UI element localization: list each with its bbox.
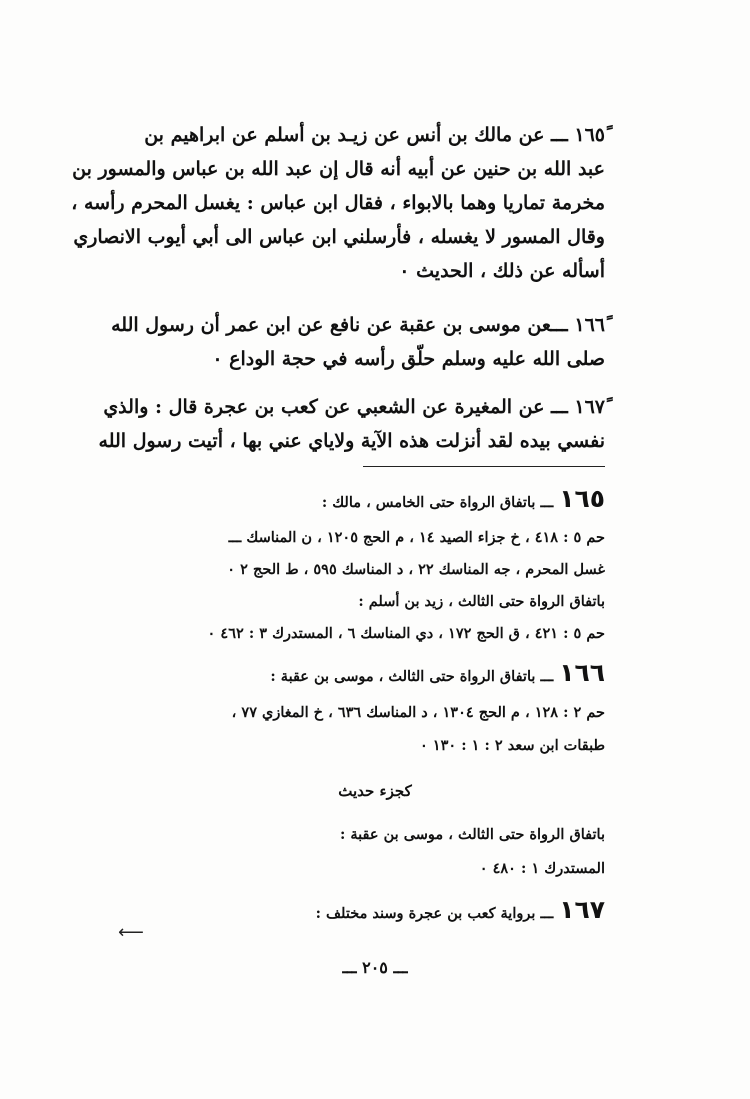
hadith-165-line: أسأله عن ذلك ، الحديث ٠ [399,260,605,282]
note-165-line: حم ٥ : ٤٢١ ، ق الحج ١٧٢ ، دي المناسك ٦ ، المستدرك ٣ : ٤٦٢ ٠ [207,625,605,642]
note-165-header [322,484,605,513]
note-166-line: طبقات ابن سعد ٢ : ١ : ١٣٠ ٠ [419,737,605,754]
hadith-165-line: ١٦٥ً ـــ عن مالك بن أنس عن زيـد بن أسلم عن ابراهيم بن [144,124,605,146]
note-165-line: باتفاق الرواة حتى الثالث ، زيد بن أسلم : [358,593,605,610]
hadith-167-line: نفسي بيده لقد أنزلت هذه الآية ولاياي عني بها ، أتيت رسول الله [98,430,605,452]
footnotes [71,0,605,1099]
hadith-165-line: وقال المسور لا يغسله ، فأرسلني ابن عباس الى أبي أيوب الانصاري [73,226,605,248]
note-166-line: حم ٢ : ١٢٨ ، م الحج ١٣٠٤ ، د المناسك ٦٣٦ ، خ المغازي ٧٧ ، [231,704,605,721]
hadith-167-line: ١٦٧ً ـــ عن المغيرة عن الشعبي عن كعب بن عجرة قال : والذي [103,396,605,418]
note-166-number: ١٦٦ [559,658,605,687]
note-165-number: ١٦٥ [559,484,605,513]
note-166-header [270,658,605,687]
continue-arrow-icon: ⟵ [118,922,144,943]
hadith-166-line: صلى الله عليه وسلم حلّق رأسه في حجة الوداع ٠ [212,348,605,370]
juz-line: المستدرك ١ : ٤٨٠ ٠ [479,860,605,877]
note-167-number: ١٦٧ [559,895,605,924]
hadith-166-line: ١٦٦ً ـــعن موسى بن عقبة عن نافع عن ابن عمر أن رسول الله [111,314,605,336]
hadith-165-line: مخرمة تماريا وهما بالابواء ، فقال ابن عباس : يغسل المحرم رأسه ، [71,192,605,214]
note-166-text: ـــ باتفاق الرواة حتى الثالث ، موسى بن عقبة : [270,668,554,685]
juz-title: كجزء حديث [338,782,412,800]
note-165-line: غسل المحرم ، جه المناسك ٢٢ ، د المناسك ٥٩٥ ، ط الحج ٢ ٠ [227,561,605,578]
page-number: ـــ ٢٠٥ ـــ [342,958,408,977]
note-167-header [316,895,605,924]
note-165-text: ـــ باتفاق الرواة حتى الخامس ، مالك : [321,494,554,511]
hadith-165-line: عبد الله بن حنين عن أبيه أنه قال إن عبد الله بن عباس والمسور بن [72,158,605,180]
juz-line: باتفاق الرواة حتى الثالث ، موسى بن عقبة : [339,826,605,843]
note-167-text: ـــ برواية كعب بن عجرة وسند مختلف : [315,905,554,922]
note-165-line: حم ٥ : ٤١٨ ، خ جزاء الصيد ١٤ ، م الحج ١٢٠٥ ، ن المناسك ـــ [228,529,605,546]
